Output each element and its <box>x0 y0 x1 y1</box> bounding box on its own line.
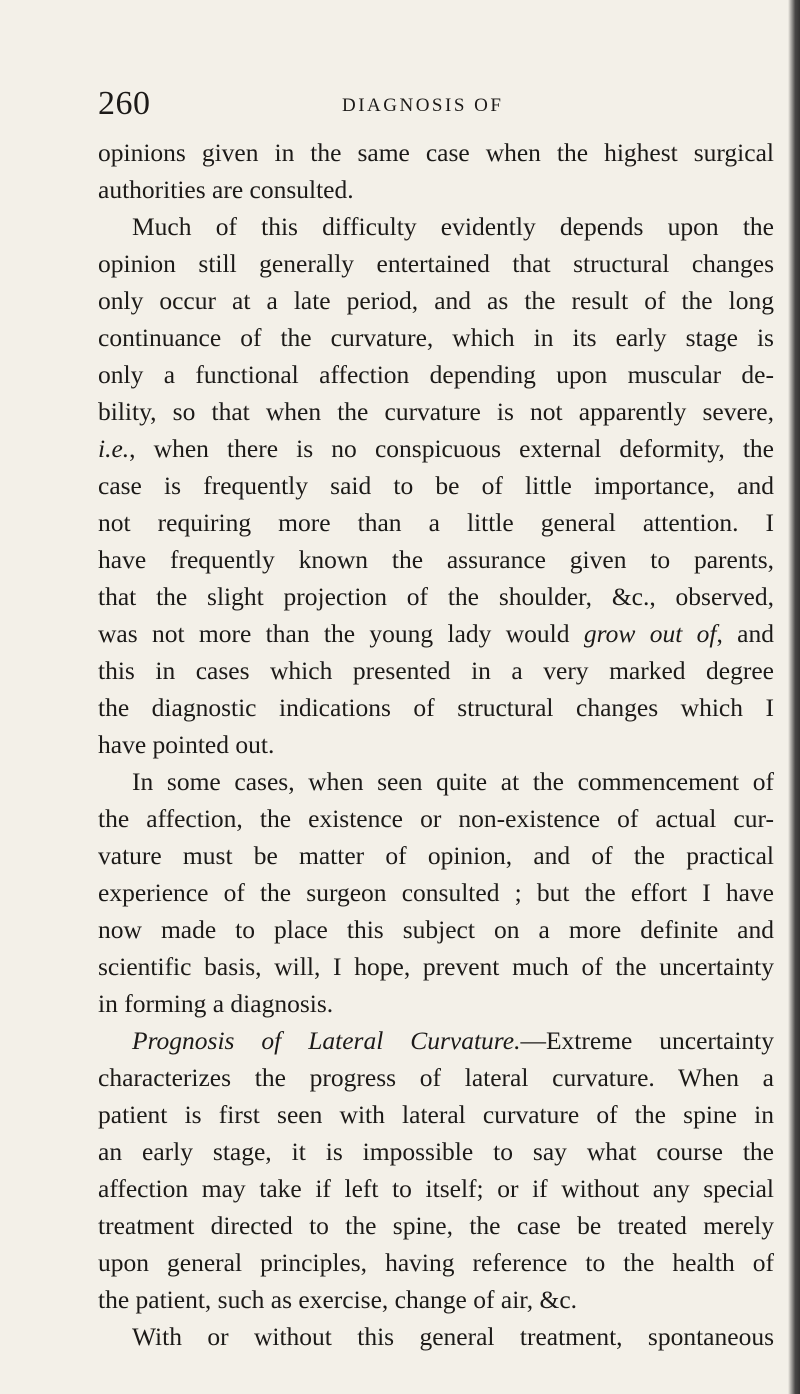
text-line: affection may take if left to itself; or if without any special <box>98 1174 774 1203</box>
text-line: this in cases which presented in a very marked degree <box>98 656 774 685</box>
text-line: vature must be matter of opinion, and of the practical <box>98 841 774 870</box>
page-edge-shadow <box>788 0 800 1394</box>
text-line: opinion still generally entertained that structural changes <box>98 249 774 278</box>
text-line: With or without this general treatment, spontaneous <box>132 1322 774 1351</box>
text-line: experience of the surgeon consulted ; but the effort I have <box>98 878 774 907</box>
text-line: bility, so that when the curvature is not apparently severe, <box>98 397 774 426</box>
text-line: In some cases, when seen quite at the commencement of <box>132 767 774 796</box>
text-line: opinions given in the same case when the highest surgical <box>98 138 774 167</box>
text-line: case is frequently said to be of little importance, and <box>98 471 774 500</box>
text-line: the patient, such as exercise, change of air, &c. <box>98 1285 578 1314</box>
page-header <box>98 84 718 124</box>
body-text <box>98 134 774 1355</box>
text-line: upon general principles, having reference to the health of <box>98 1248 774 1277</box>
text-line: the affection, the existence or non-existence of actual cur- <box>98 804 774 833</box>
emphasis: grow out of <box>583 619 717 648</box>
text-line: was not more than the young lady would grow out of, and <box>98 619 774 648</box>
text-line: have frequently known the assurance given to parents, <box>98 545 774 574</box>
text-line: that the slight projection of the shoulder, &c., observed, <box>98 582 774 611</box>
text-line: patient is first seen with lateral curvature of the spine in <box>98 1100 774 1129</box>
emphasis: Prognosis of Lateral Curvature. <box>132 1026 521 1055</box>
text-line: continuance of the curvature, which in its early stage is <box>98 323 774 352</box>
text-line: not requiring more than a little general attention. I <box>98 508 774 537</box>
text-line: have pointed out. <box>98 730 275 759</box>
text-line: scientific basis, will, I hope, prevent much of the uncertainty <box>98 952 774 981</box>
text-line: the diagnostic indications of structural changes which I <box>98 693 774 722</box>
text-line: characterizes the progress of lateral curvature. When a <box>98 1063 774 1092</box>
emphasis: i.e. <box>98 434 130 463</box>
text-line: authorities are consulted. <box>98 175 354 204</box>
text-line: treatment directed to the spine, the case be treated merely <box>98 1211 774 1240</box>
section-heading-line: Prognosis of Lateral Curvature.—Extreme uncertainty <box>132 1026 774 1055</box>
text-line: only a functional affection depending upon muscular de- <box>98 360 774 389</box>
running-head: DIAGNOSIS OF <box>342 95 504 116</box>
page-number: 260 <box>98 85 151 122</box>
text-line: an early stage, it is impossible to say what course the <box>98 1137 774 1166</box>
text-line: Much of this difficulty evidently depends upon the <box>132 212 774 241</box>
text-line: in forming a diagnosis. <box>98 989 334 1018</box>
text-line: i.e., when there is no conspicuous external deformity, the <box>98 434 774 463</box>
text-line: now made to place this subject on a more definite and <box>98 915 774 944</box>
text-line: only occur at a late period, and as the result of the long <box>98 286 774 315</box>
